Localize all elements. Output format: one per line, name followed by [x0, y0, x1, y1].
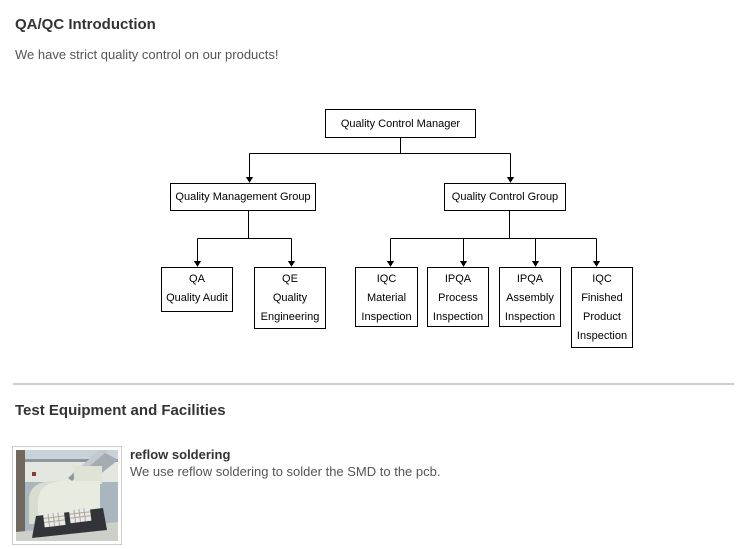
org-node-line: QE — [282, 273, 298, 285]
equipment-item-description: We use reflow soldering to solder the SMD to the pcb. — [130, 464, 441, 479]
org-node-line: Engineering — [260, 311, 320, 323]
org-node-quality-control-group — [444, 183, 566, 211]
org-node-line: Finished — [581, 292, 623, 304]
org-node-line: IQC — [592, 273, 612, 285]
org-node-line: Process — [438, 292, 478, 304]
org-node-line: IPQA — [516, 273, 544, 285]
org-node-line: IQC — [376, 273, 397, 285]
section-divider — [13, 383, 734, 385]
org-node-qa-quality-audit — [161, 267, 233, 312]
org-node-ipqa-process-inspection — [427, 267, 489, 327]
org-node-line: Material — [366, 292, 407, 304]
org-node-line: Quality — [272, 292, 308, 304]
org-node-line: Quality Management Group — [175, 191, 311, 203]
intro-heading: QA/QC Introduction — [15, 16, 156, 33]
org-node-line: Inspection — [361, 311, 412, 323]
org-node-line: IPQA — [444, 273, 472, 285]
org-node-quality-control-manager — [325, 109, 476, 138]
org-node-line: Quality Control Group — [451, 191, 559, 203]
org-node-iqc-material-inspection — [355, 267, 418, 327]
org-node-line: Quality Audit — [166, 292, 228, 304]
equipment-item-title: reflow soldering — [130, 447, 231, 462]
equipment-thumbnail[interactable] — [12, 446, 122, 545]
org-node-qe-quality-engineering — [254, 267, 326, 329]
org-node-line: QA — [189, 273, 205, 285]
equipment-heading: Test Equipment and Facilities — [15, 402, 226, 419]
reflow-machine-photo — [16, 450, 118, 541]
intro-text: We have strict quality control on our products! — [15, 47, 279, 62]
org-node-line: Inspection — [576, 330, 628, 342]
org-node-iqc-finished-product-inspection — [571, 267, 633, 348]
org-node-quality-management-group — [170, 183, 316, 211]
org-node-ipqa-assembly-inspection — [499, 267, 561, 327]
org-node-line: Assembly — [506, 292, 554, 304]
org-node-line: Quality Control Manager — [340, 117, 461, 130]
org-node-line: Inspection — [432, 311, 484, 323]
org-node-line: Product — [583, 311, 621, 323]
org-node-line: Inspection — [504, 311, 556, 323]
